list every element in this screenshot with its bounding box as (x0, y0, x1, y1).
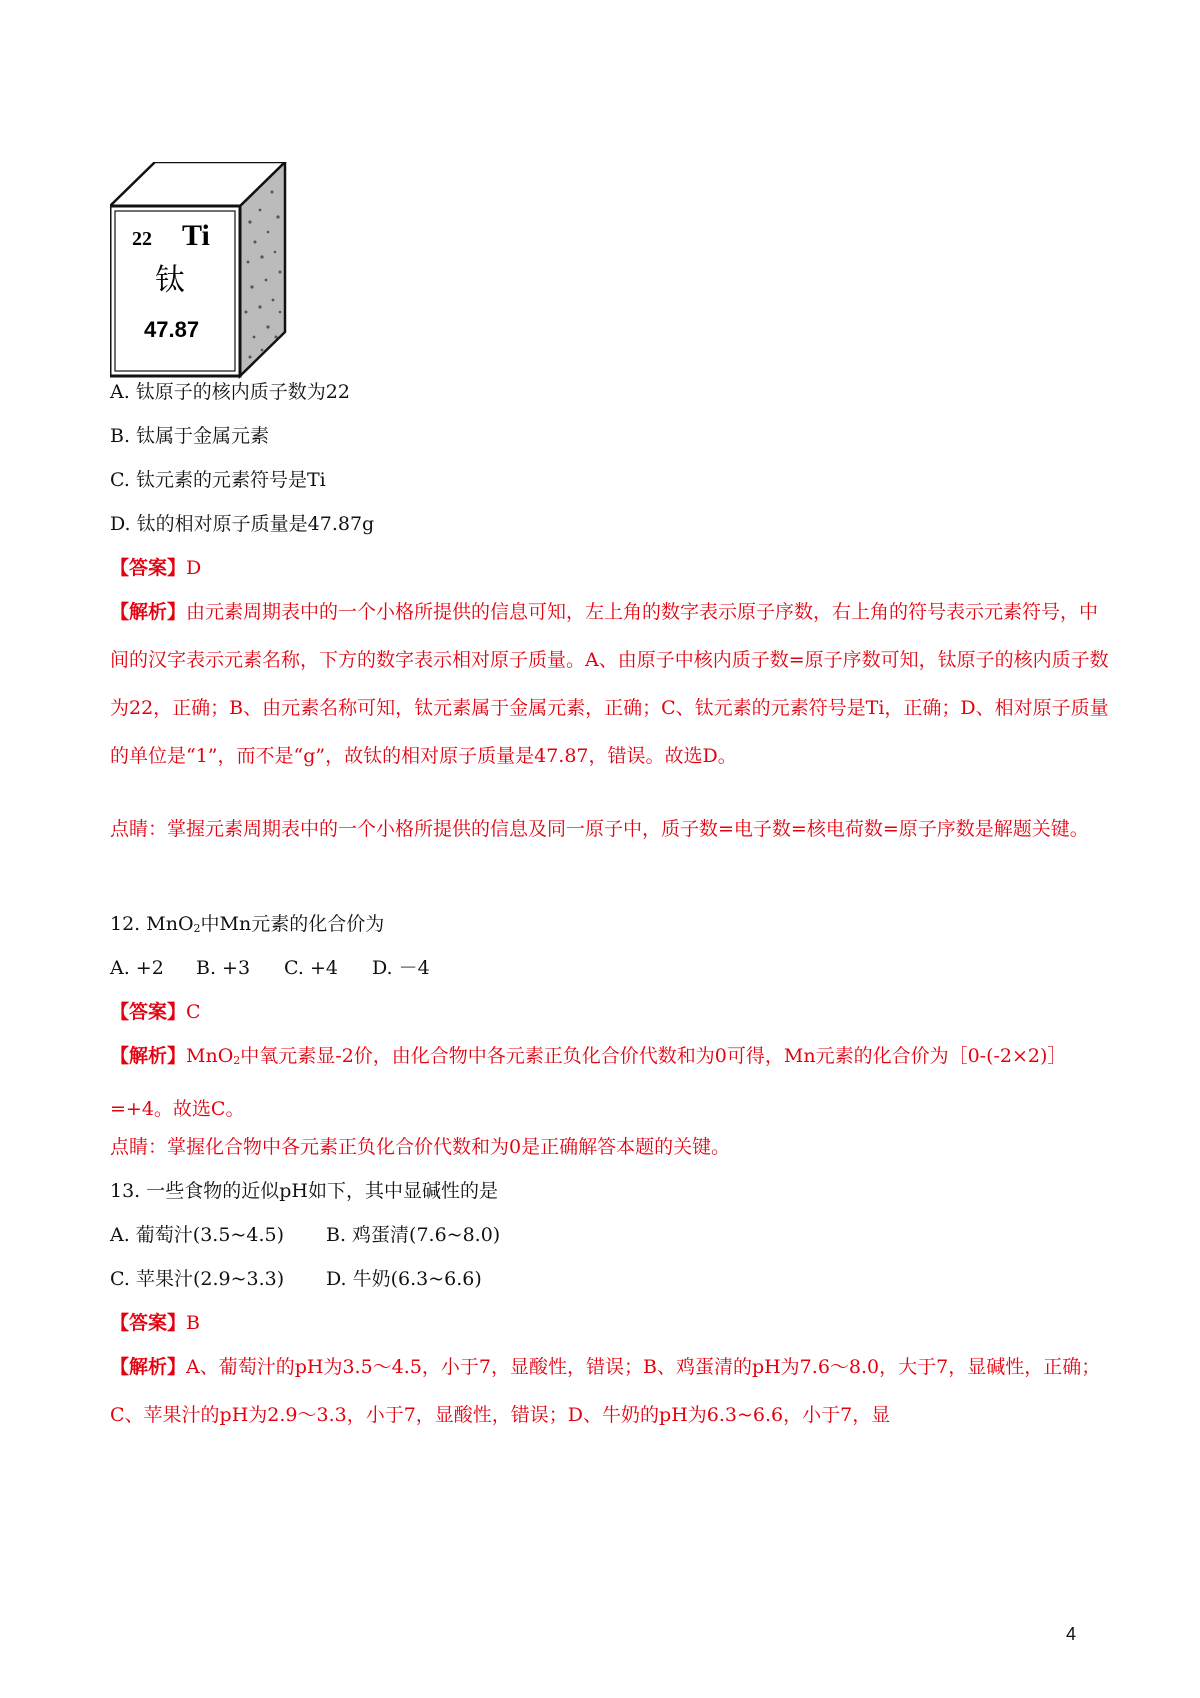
element-name: 钛 (155, 263, 185, 298)
q13-stem: 13. 一些食物的近似pH如下，其中显碱性的是 (110, 1180, 498, 1202)
q12-answer (110, 1000, 201, 1024)
q12-option-d: D. －4 (372, 957, 430, 979)
atomic-number: 22 (132, 228, 152, 250)
q13-analysis (110, 1343, 1110, 1439)
q11-option-d: D. 钛的相对原子质量是47.87g (110, 513, 375, 535)
analysis-text: A、葡萄汁的pH为3.5～4.5，小于7，显酸性，错误；B、鸡蛋清的pH为7.6～8.0，大于7，显碱性，正确；C、苹果汁的pH为2.9～3.3，小于7，显酸性，错误；D、牛奶的pH为6.3~6.6，小于7，显 (110, 1356, 1101, 1426)
analysis-formula: MnO (186, 1045, 234, 1067)
q12-option-b: B. +3 (196, 957, 251, 979)
analysis-text: 中氧元素显-2价，由化合物中各元素正负化合价代数和为0可得，Mn元素的化合价为［0-(-2×2)］=+4。故选C。 (110, 1045, 1067, 1120)
q12-stem-text: 中Mn元素的化合价为 (200, 913, 385, 935)
q13-options-row-2 (110, 1267, 482, 1291)
page-number: 4 (1066, 1624, 1077, 1644)
analysis-label: 【解析】 (110, 1356, 187, 1378)
analysis-subscript: 2 (233, 1054, 241, 1067)
q12-analysis (110, 1032, 1110, 1133)
q11-answer (110, 556, 201, 580)
answer-value: B (186, 1312, 200, 1334)
answer-value: D (186, 557, 202, 579)
analysis-label: 【解析】 (110, 601, 187, 623)
q13-option-b: B. 鸡蛋清(7.6~8.0) (326, 1224, 501, 1246)
analysis-label: 【解析】 (110, 1045, 187, 1067)
q12-stem-formula: 12. MnO (110, 913, 194, 935)
q11-tip: 点睛：掌握元素周期表中的一个小格所提供的信息及同一原子中，质子数=电子数=核电荷数=原子序数是解题关键。 (110, 818, 1089, 840)
q13-options-row-1 (110, 1223, 500, 1247)
q12-stem-subscript: 2 (193, 922, 201, 935)
q11-option-c: C. 钛元素的元素符号是Ti (110, 469, 326, 491)
q12-stem (110, 912, 384, 941)
analysis-text: 由元素周期表中的一个小格所提供的信息可知，左上角的数字表示原子序数，右上角的符号表示元素符号，中间的汉字表示元素名称，下方的数字表示相对原子质量。A、由原子中核内质子数=原子序数可知，钛原子的核内质子数为22，正确；B、由元素名称可知，钛元素属于金属元素，正确；C、钛元素的元素符号是Ti，正确；D、相对原子质量的单位是“1”，而不是“g”，故钛的相对原子质量是47.87，错误。故选D。 (110, 601, 1109, 767)
q12-tip: 点睛：掌握化合物中各元素正负化合价代数和为0是正确解答本题的关键。 (110, 1136, 731, 1158)
atomic-mass: 47.87 (144, 317, 200, 342)
q11-option-a: A. 钛原子的核内质子数为22 (110, 381, 350, 403)
q13-option-d: D. 牛奶(6.3~6.6) (326, 1268, 482, 1290)
q13-answer (110, 1311, 200, 1335)
answer-label: 【答案】 (110, 557, 187, 579)
q12-option-a: A. +2 (110, 957, 164, 979)
q12-options (110, 956, 430, 980)
answer-value: C (186, 1001, 201, 1023)
titanium-element-cell-figure (110, 162, 310, 382)
q12-option-c: C. +4 (284, 957, 338, 979)
answer-label: 【答案】 (110, 1312, 187, 1334)
q11-option-b: B. 钛属于金属元素 (110, 425, 270, 447)
q13-option-c: C. 苹果汁(2.9~3.3) (110, 1268, 285, 1290)
answer-label: 【答案】 (110, 1001, 187, 1023)
element-symbol: Ti (182, 219, 210, 252)
q13-option-a: A. 葡萄汁(3.5~4.5) (110, 1224, 284, 1246)
q11-analysis (110, 588, 1110, 780)
